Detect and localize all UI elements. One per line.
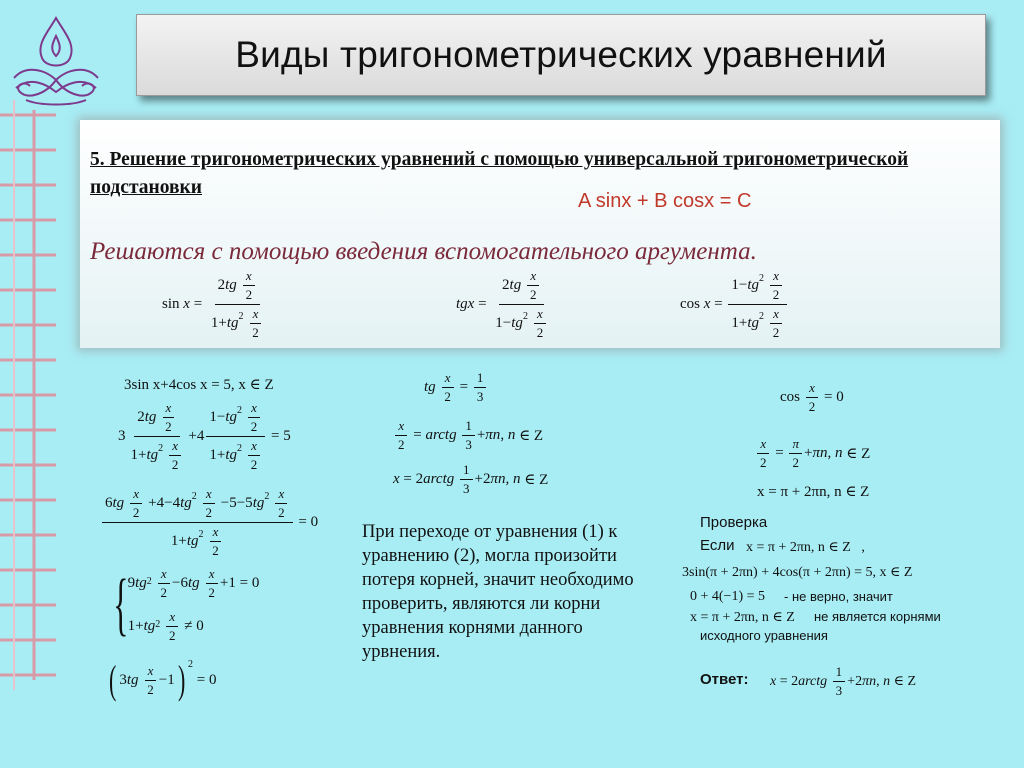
example1-equation: 3sin x+4cos x = 5, x ∈ Z bbox=[124, 377, 274, 393]
subtitle: Решаются с помощью введения вспомогательного аргумента. bbox=[90, 238, 757, 265]
ornament-logo bbox=[6, 14, 106, 106]
example1-substituted: 3 2tg $\frac{x}{2}$ $1+tg^2$ $\frac{x}{2}$ +4 $1-tg^2$ $\frac{x}{2}$ $1+tg^2$ $\frac{x}{2}$ = 5 bbox=[118, 400, 291, 472]
left-grid-decoration bbox=[0, 0, 60, 768]
note-text: При переходе от уравнения (1) к уравнению (2), могла произойти потеря корней, значит необходимо проверить, являются ли корни уравнения корнями данного урвнения. bbox=[362, 522, 634, 662]
example3-half-angle: $\frac{x}{2}$ = $\frac{\pi}{2}$ + πn , n ∈ Z bbox=[755, 436, 870, 471]
example1-square: ( 3 tg $\frac{x}{2}$ −1 ) 2 = 0 bbox=[108, 657, 217, 702]
example1-system: { 9 tg 2 $\frac{x}{2}$ −6 tg $\frac{x}{2}$ +1 = 0 1+ tg 2 $\frac{x}{2}$ ≠ 0 bbox=[113, 566, 260, 643]
check-result: 0 + 4(−1) = 5 bbox=[690, 589, 766, 604]
formula-sin-substitution: sin x = 2tg $\frac{x}{2}$ $1+tg^2$ $\frac{x}{2}$ bbox=[162, 268, 269, 341]
example3-cos: cos $\frac{x}{2}$ = 0 bbox=[780, 380, 844, 414]
check-no-roots-line2: исходного уравнения bbox=[700, 628, 828, 643]
formula-cos-substitution: cos x = $1-tg^2$ $\frac{x}{2}$ $1+tg^2$ $\frac{x}{2}$ bbox=[680, 268, 789, 341]
example3-solution: x = π + 2πn, n ∈ Z bbox=[757, 484, 870, 500]
check-no-roots-line1: не является корнями bbox=[814, 609, 941, 624]
slide-title: Виды тригонометрических уравнений bbox=[235, 34, 887, 75]
check-substitution: 3sin(π + 2πn) + 4cos(π + 2πn) = 5, x ∈ Z bbox=[682, 565, 913, 580]
content-box bbox=[80, 120, 1000, 348]
check-if-expr-text: x = π + 2πn, n ∈ Z bbox=[746, 540, 851, 555]
example2-tg: tg $\frac{x}{2}$ = $\frac{1}{3}$ bbox=[424, 370, 488, 405]
general-form-formula: A sinx + B cosx = C bbox=[578, 190, 752, 212]
title-box bbox=[136, 14, 986, 96]
example2-half-angle: $\frac{x}{2}$ = arctg $\frac{1}{3}$ + πn , n ∈ Z bbox=[393, 418, 543, 453]
check-if-label: Если bbox=[700, 537, 735, 554]
example2-solution: x = 2 arctg $\frac{1}{3}$ +2 πn , n ∈ Z bbox=[393, 462, 549, 496]
answer-label: Ответ: bbox=[700, 671, 749, 688]
answer-expression: x = 2 arctg $\frac{1}{3}$ +2 πn , n ∈ Z bbox=[770, 664, 917, 698]
check-if-expression: x = π + 2πn, n ∈ Z , bbox=[746, 539, 865, 555]
check-title: Проверка bbox=[700, 514, 768, 531]
check-verdict: - не верно, значит bbox=[784, 589, 893, 604]
example1-common-denominator: 6tg $\frac{x}{2}$ $+4-4tg^2$ $\frac{x}{2}$ $-5-5tg^2$ $\frac{x}{2}$ $1+tg^2$ $\frac{x}{2}$ = 0 bbox=[100, 486, 318, 559]
section-heading bbox=[90, 146, 920, 202]
formula-tg-substitution: tgx = 2tg $\frac{x}{2}$ $1-tg^2$ $\frac{x}{2}$ bbox=[456, 268, 553, 341]
section-heading-text: 5. Решение тригонометрических уравнений с помощью универсальной тригонометрической подстановки bbox=[90, 149, 909, 198]
check-conclusion-expression: x = π + 2πn, n ∈ Z bbox=[690, 610, 795, 625]
